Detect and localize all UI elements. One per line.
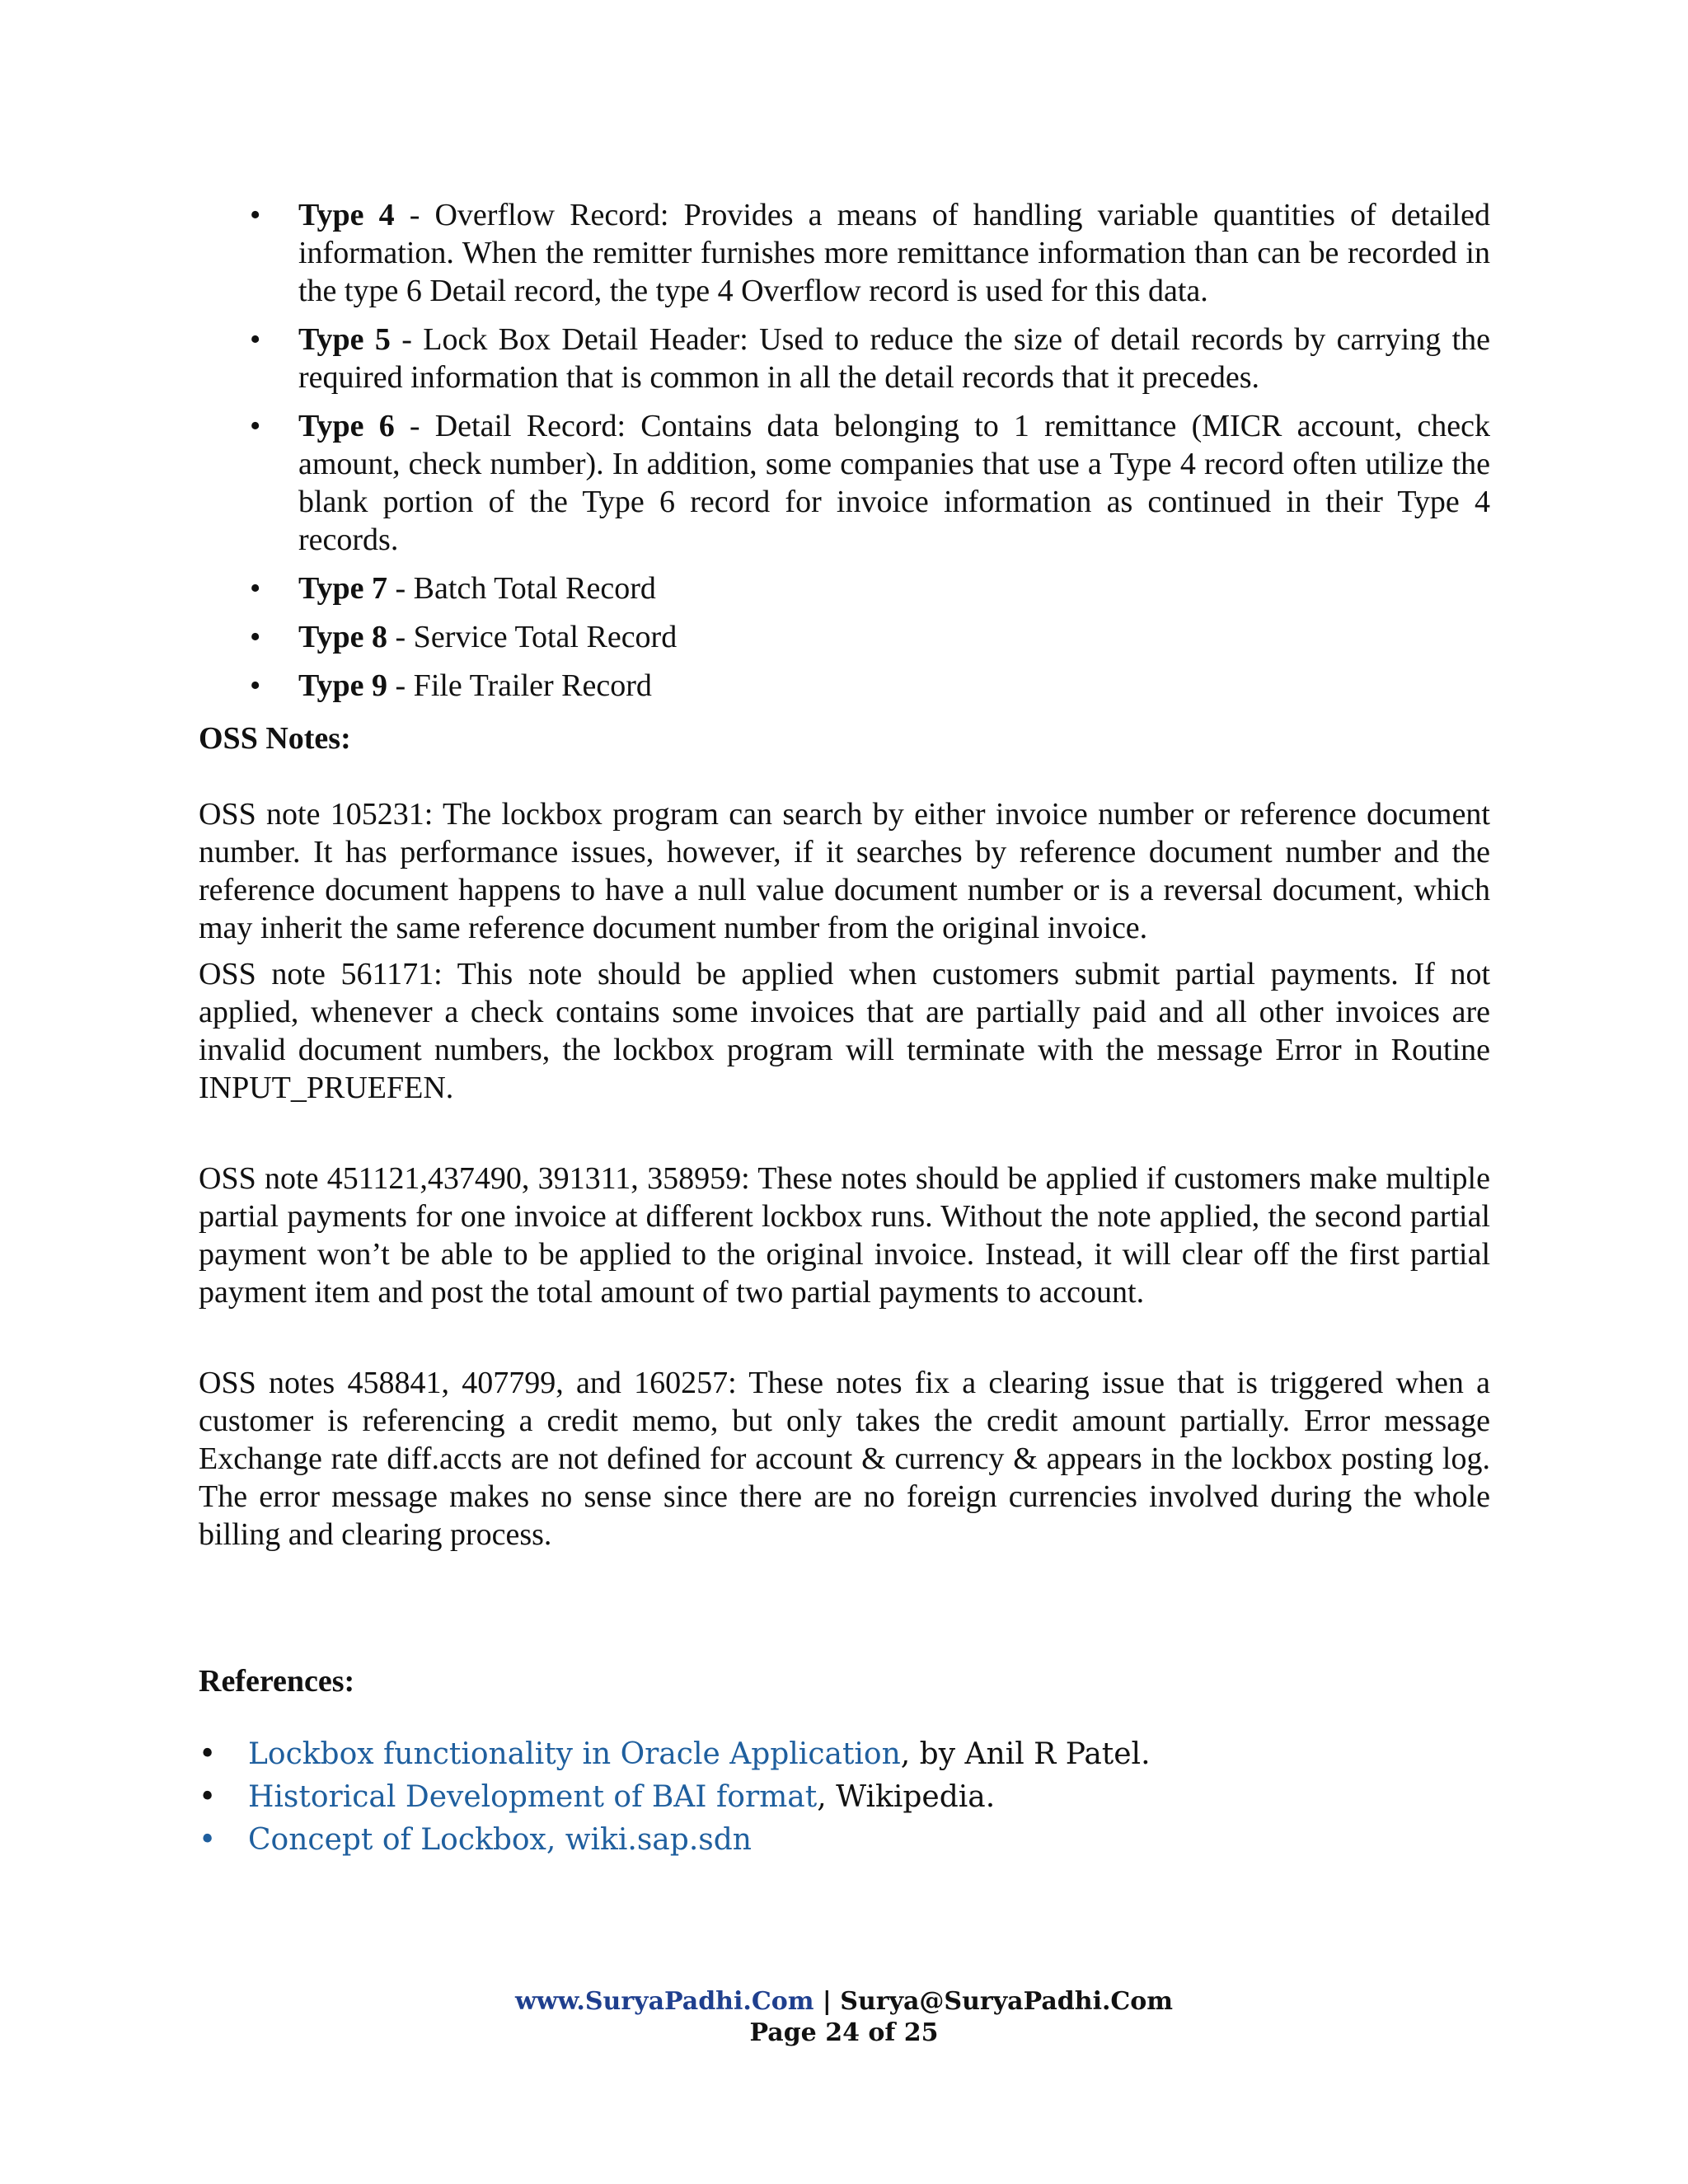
bullet-icon: •	[250, 668, 261, 703]
record-type-label: Type 4	[298, 198, 395, 232]
bullet-icon: •	[250, 571, 261, 606]
oss-note-451121: OSS note 451121,437490, 391311, 358959: These notes should be applied if customers make multiple partial payments for one invoice at different lockbox runs. Without the note applied, the second partial payment won’t be able to be applied to the original invoice. Instead, it will clear off the first partial payment item and post the total amount of two partial payments to account.	[199, 1161, 1490, 1310]
list-item	[199, 321, 1490, 396]
bullet-icon: •	[199, 1823, 217, 1857]
footer-separator: |	[814, 1987, 841, 2016]
record-type-label: Type 7	[298, 571, 388, 606]
record-type-text: - Overflow Record: Provides a means of handling variable quantities of detailed information. When the remitter furnishes more remittance information than can be recorded in the type 6 Detail record, the type 4 Overflow record is used for this data.	[298, 198, 1490, 308]
list-item	[199, 1776, 1490, 1819]
record-type-label: Type 6	[298, 409, 395, 443]
record-type-text: - Service Total Record	[387, 620, 678, 654]
oss-note-105231: OSS note 105231: The lockbox program can search by either invoice number or reference document number. It has performance issues, however, if it searches by reference document number and the reference document happens to have a null value document number or is a reversal document, which may inherit the same reference document number from the original invoice.	[199, 797, 1490, 945]
record-type-text: - Lock Box Detail Header: Used to reduce the size of detail records by carrying the required information that is common in all the detail records that it precedes.	[298, 322, 1491, 395]
bullet-icon: •	[250, 322, 261, 357]
record-type-text: - Batch Total Record	[387, 571, 656, 606]
list-item	[199, 1819, 1490, 1862]
oss-note-561171: OSS note 561171: This note should be applied when customers submit partial payments. If not applied, whenever a check contains some invoices that are partially paid and all other invoices are invalid document numbers, the lockbox program will terminate with the message Error in Routine INPUT_PRUEFEN.	[199, 957, 1490, 1105]
bullet-icon: •	[199, 1737, 217, 1771]
page-number: Page 24 of 25	[749, 2018, 939, 2047]
list-item	[199, 667, 1490, 705]
list-item	[199, 1733, 1490, 1776]
bullet-icon: •	[199, 1780, 217, 1814]
reference-link-concept-lockbox[interactable]: Concept of Lockbox, wiki.sap.sdn	[248, 1823, 752, 1857]
list-item	[199, 196, 1490, 310]
reference-link-oracle-lockbox[interactable]: Lockbox functionality in Oracle Application	[248, 1737, 901, 1771]
list-item	[199, 569, 1490, 607]
bullet-icon: •	[250, 620, 261, 654]
references-heading: References:	[199, 1664, 355, 1699]
page-footer	[0, 1986, 1688, 2049]
record-type-label: Type 9	[298, 668, 388, 703]
oss-note-458841: OSS notes 458841, 407799, and 160257: These notes fix a clearing issue that is triggered when a customer is referencing a credit memo, but only takes the credit amount partially. Error message Exchange rate diff.accts are not defined for account & currency & appears in the lockbox posting log. The error message makes no sense since there are no foreign currencies involved during the whole billing and clearing process.	[199, 1366, 1490, 1552]
record-type-text: - File Trailer Record	[387, 668, 652, 703]
footer-site-link[interactable]: www.SuryaPadhi.Com	[514, 1987, 814, 2016]
oss-notes-heading: OSS Notes:	[199, 721, 351, 756]
list-item	[199, 407, 1490, 559]
record-type-label: Type 5	[298, 322, 391, 357]
record-type-text: - Detail Record: Contains data belonging to 1 remittance (MICR account, check amount, check number). In addition, some companies that use a Type 4 record often utilize the blank portion of the Type 6 record for invoice information as continued in their Type 4 records.	[298, 409, 1490, 557]
list-item	[199, 618, 1490, 656]
bullet-icon: •	[250, 198, 261, 232]
reference-suffix: , Wikipedia.	[817, 1780, 996, 1814]
footer-email[interactable]: Surya@SuryaPadhi.Com	[840, 1987, 1174, 2016]
reference-link-bai-format[interactable]: Historical Development of BAI format	[248, 1780, 818, 1814]
record-type-list	[199, 196, 1490, 705]
footer-contact-line	[0, 1986, 1688, 2018]
record-type-label: Type 8	[298, 620, 388, 654]
document-page	[199, 196, 1490, 1862]
reference-suffix: , by Anil R Patel.	[900, 1737, 1151, 1771]
bullet-icon: •	[250, 409, 261, 443]
references-list	[199, 1733, 1490, 1862]
